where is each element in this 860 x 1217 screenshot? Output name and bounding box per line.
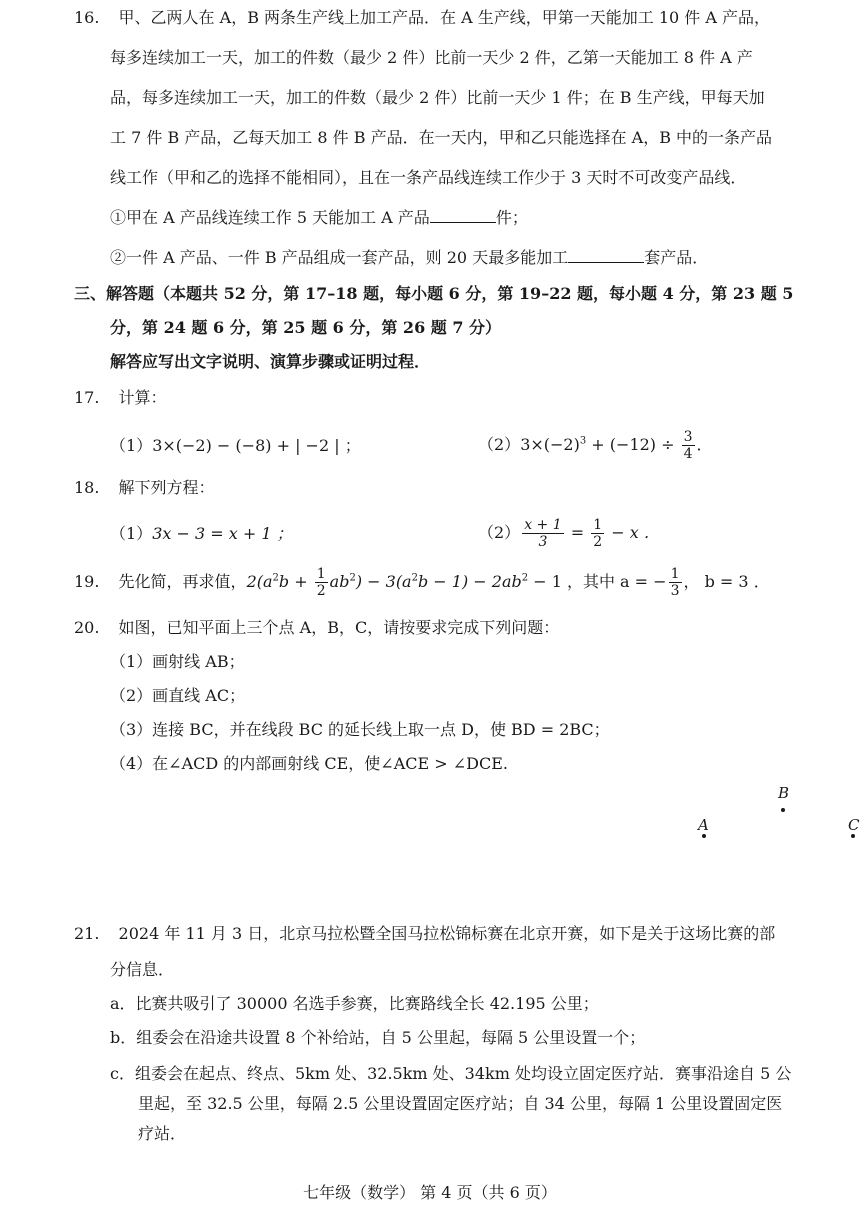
q17-part-2-exponent: 3 — [579, 435, 587, 447]
q16-part-1 — [110, 208, 528, 228]
q16-line-4: 工 7 件 B 产品，乙每天加工 8 件 B 产品．在一天内，甲和乙只能选择在 A，B 中的一条产品 — [110, 128, 773, 147]
q17-part-2-label: （2） — [478, 435, 521, 454]
q21-text-1: 2024 年 11 月 3 日，北京马拉松暨全国马拉松锦标赛在北京开赛，如下是关于这场比赛的部 — [118, 924, 776, 943]
q19-third-numerator: 1 — [670, 566, 680, 582]
page-footer: 七年级（数学） 第 4 页（共 6 页） — [303, 1183, 557, 1202]
q17-part-1-expr: 3×(−2) − (−8) + | −2 | ； — [152, 436, 361, 455]
q19-expr-1: 2(a — [246, 572, 273, 591]
q17-title: 计算： — [118, 388, 167, 407]
q19-lead: 先化简，再求值， — [118, 572, 247, 591]
q18-fraction-2 — [591, 517, 604, 550]
q19-fraction-third — [669, 566, 682, 599]
q20-step-3: （3）连接 BC，并在线段 BC 的延长线上取一点 D，使 BD = 2BC； — [110, 720, 610, 739]
q16-line-5: 线工作（甲和乙的选择不能相同），且在一条产品线连续工作少于 3 天时不可改变产品线． — [110, 168, 747, 187]
q17-fraction-denominator: 4 — [683, 446, 693, 462]
q17-number: 17. — [74, 388, 100, 407]
q16-line-2: 每多连续加工一天，加工的件数（最少 2 件）比前一天少 2 件，乙第一天能加工 8 件 A 产 — [110, 48, 753, 67]
q19-sup-4: 2 — [521, 572, 529, 584]
q20-step-1: （1）画射线 AB； — [110, 652, 245, 671]
q18-part-1 — [110, 524, 293, 544]
q17-fraction — [682, 429, 695, 462]
q19-half-denominator: 2 — [316, 583, 326, 599]
q19-sup-3: 2 — [411, 572, 418, 584]
q16-part-1-text: ①甲在 A 产品线连续工作 5 天能加工 A 产品 — [110, 208, 430, 227]
q19-number: 19. — [74, 572, 100, 591]
q17-line — [74, 388, 167, 408]
q20-line — [74, 618, 559, 638]
q17-part-2-expr-a: 3×(−2) — [520, 435, 580, 454]
q18-fraction-1-numerator: x + 1 — [524, 517, 562, 533]
q16-line-3: 品，每多连续加工一天，加工的件数（最少 2 件）比前一天少 1 件；在 B 生产线，甲每天加 — [110, 88, 765, 107]
q19-expr-7: ， b = 3 ． — [683, 572, 770, 591]
section-3-header-2: 分，第 24 题 6 分，第 25 题 6 分，第 26 题 7 分） — [110, 318, 502, 337]
q18-fraction-2-numerator: 1 — [593, 517, 603, 533]
q19-expr-5: b − 1) − 2ab — [417, 572, 522, 591]
q19-expr-2: b + — [278, 572, 313, 591]
point-a-label: A — [698, 816, 709, 834]
q17-part-1 — [110, 436, 361, 456]
q18-part-1-expr: 3x − 3 = x + 1 ； — [152, 524, 293, 543]
q19-expr-3: ab — [329, 572, 350, 591]
point-c — [851, 834, 855, 838]
q21-line-2: 分信息． — [110, 960, 175, 979]
q21-item-c-3: 疗站． — [138, 1124, 187, 1143]
q20-title: 如图，已知平面上三个点 A，B，C，请按要求完成下列问题： — [118, 618, 560, 637]
q21-line-1 — [74, 924, 775, 944]
q17-part-2 — [478, 427, 713, 463]
section-3-instruction: 解答应写出文字说明、演算步骤或证明过程． — [110, 352, 431, 371]
q21-item-c-1: c．组委会在起点、终点、5km 处、32.5km 处、34km 处均设立固定医疗站．赛事沿途自 5 公 — [110, 1064, 792, 1083]
q17-fraction-numerator: 3 — [683, 429, 693, 445]
q16-part-2-end: 套产品． — [644, 248, 709, 267]
q16-part-1-end: 件； — [495, 208, 528, 227]
q18-title: 解下列方程： — [118, 478, 215, 497]
q19-expr-6: − 1 ，其中 a = − — [528, 572, 667, 591]
point-b — [781, 808, 785, 812]
q18-fraction-1-denominator: 3 — [538, 534, 548, 550]
q18-fraction-2-denominator: 2 — [593, 534, 603, 550]
q17-part-2-end: ． — [696, 435, 713, 454]
q19-expr-4: ) − 3(a — [355, 572, 412, 591]
q21-item-c-2: 里起，至 32.5 公里，每隔 2.5 公里设置固定医疗站；自 34 公里，每隔 1 公里设置固定医 — [138, 1094, 783, 1113]
point-b-label: B — [778, 784, 790, 802]
q16-text-1: 甲、乙两人在 A，B 两条生产线上加工产品．在 A 生产线，甲第一天能加工 10 件 A 产品， — [118, 8, 771, 27]
section-3-header-1: 三、解答题（本题共 52 分，第 17–18 题，每小题 6 分，第 19–22 题，每小题 4 分，第 23 题 5 — [74, 284, 794, 303]
q16-number: 16. — [74, 8, 100, 27]
q18-part-1-label: （1） — [110, 524, 153, 543]
q18-line — [74, 478, 215, 498]
q20-step-2: （2）画直线 AC； — [110, 686, 246, 705]
q21-item-b: b．组委会在沿途共设置 8 个补给站，自 5 公里起，每隔 5 公里设置一个； — [110, 1028, 646, 1047]
q16-part-2-text: ②一件 A 产品、一件 B 产品组成一套产品，则 20 天最多能加工 — [110, 248, 569, 267]
q16-part-2 — [110, 248, 708, 268]
q18-part-2-label: （2） — [478, 523, 521, 542]
q21-number: 21. — [74, 924, 100, 943]
q19-fraction-half — [315, 566, 328, 599]
q17-part-2-expr-b: + (−12) ÷ — [586, 435, 680, 454]
q16-line-1 — [74, 8, 770, 28]
q19-line — [74, 562, 770, 602]
answer-blank-1[interactable] — [430, 208, 496, 223]
q19-sup-1: 2 — [272, 572, 279, 584]
point-c-label: C — [848, 816, 860, 834]
q18-equals: = — [565, 523, 590, 542]
q19-half-numerator: 1 — [316, 566, 326, 582]
q18-number: 18. — [74, 478, 100, 497]
q18-fraction-1 — [522, 517, 563, 550]
q19-sup-2: 2 — [349, 572, 356, 584]
q18-part-2-end: − x ． — [606, 523, 660, 542]
q21-item-a: a．比赛共吸引了 30000 名选手参赛，比赛路线全长 42.195 公里； — [110, 994, 599, 1013]
q18-part-2 — [478, 513, 660, 553]
q19-third-denominator: 3 — [670, 583, 680, 599]
point-a — [702, 834, 706, 838]
q17-part-1-label: （1） — [110, 436, 153, 455]
q20-step-4: （4）在∠ACD 的内部画射线 CE，使∠ACE > ∠DCE. — [110, 754, 509, 773]
q20-number: 20. — [74, 618, 100, 637]
answer-blank-2[interactable] — [568, 248, 644, 263]
